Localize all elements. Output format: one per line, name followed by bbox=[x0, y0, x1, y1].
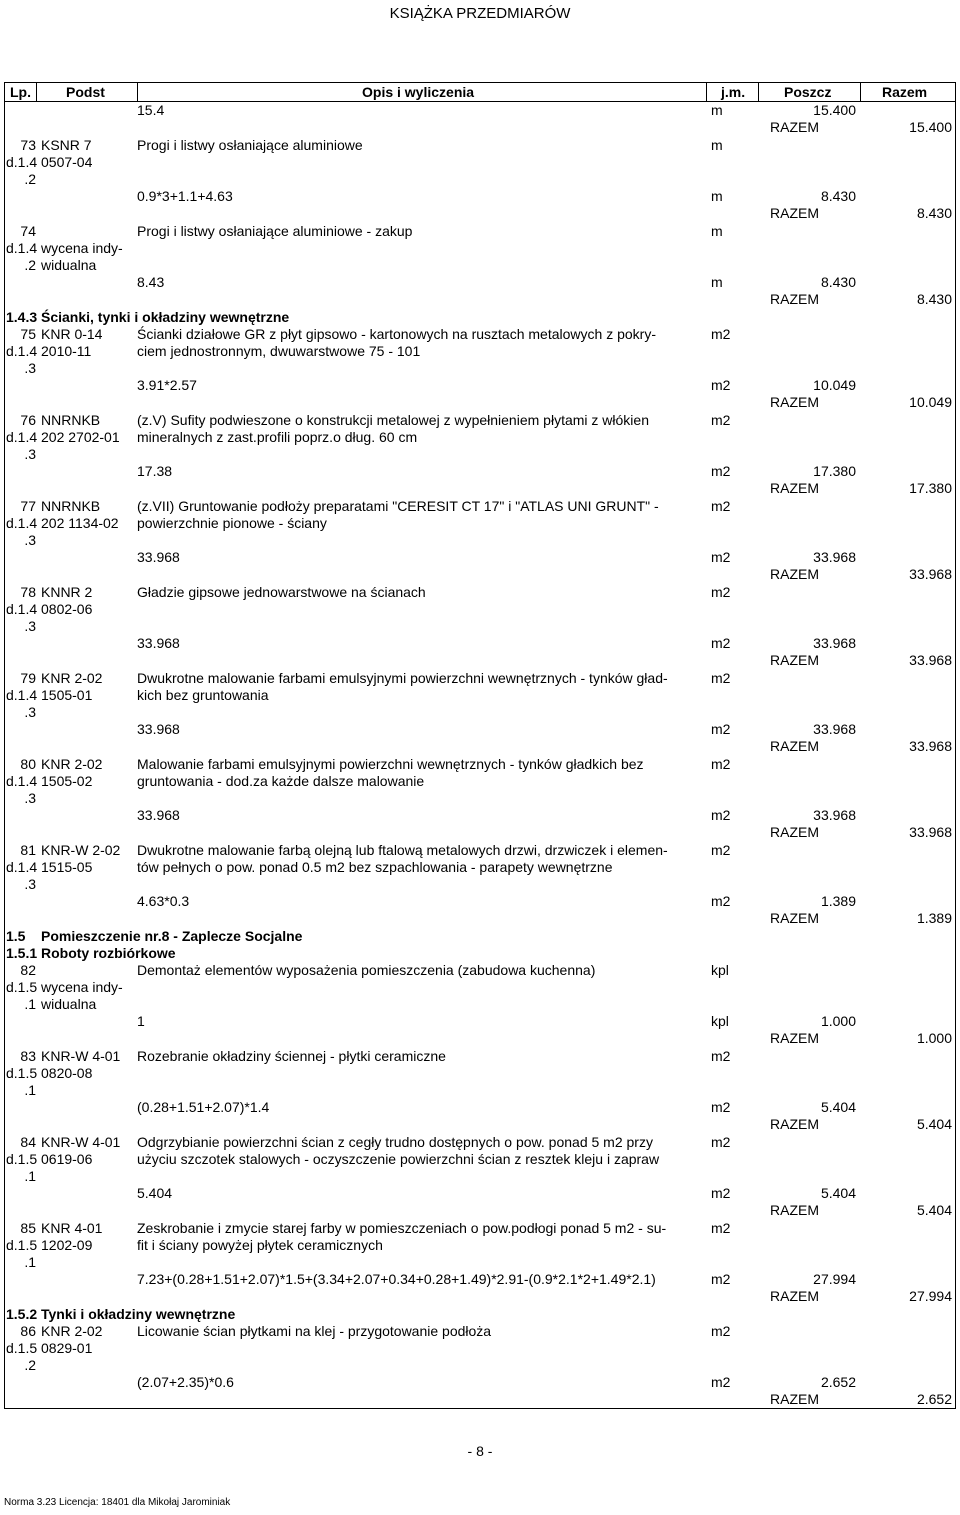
item-lp: 86 bbox=[20, 1323, 36, 1339]
item-lp-sub: .1 bbox=[24, 996, 36, 1012]
razem-value: 33.968 bbox=[909, 566, 952, 582]
calc-expression: 7.23+(0.28+1.51+2.07)*1.5+(3.34+2.07+0.34+0.28+1.49)*2.91-(0.9*2.1*2+1.49*2.1) bbox=[137, 1271, 656, 1287]
item-description: (z.V) Sufity podwieszone o konstrukcji metalowej z wypełnieniem płytami z włókien bbox=[137, 412, 649, 428]
unit-cell: m2 bbox=[711, 721, 731, 737]
item-description: powierzchnie pionowe - ściany bbox=[137, 515, 327, 531]
unit-cell: m2 bbox=[711, 1134, 731, 1150]
razem-label: RAZEM bbox=[770, 738, 819, 754]
unit-cell: m2 bbox=[711, 893, 731, 909]
unit-cell: m bbox=[711, 223, 723, 239]
razem-value: 1.000 bbox=[916, 1030, 952, 1046]
section-title: Roboty rozbiórkowe bbox=[41, 945, 176, 961]
calc-expression: 4.63*0.3 bbox=[137, 893, 190, 909]
calc-expression: 33.968 bbox=[137, 635, 180, 651]
item-lp: 76 bbox=[20, 412, 36, 428]
razem-value: 33.968 bbox=[909, 738, 952, 754]
page-number: - 8 - bbox=[467, 1443, 493, 1459]
item-lp-sub: .1 bbox=[24, 1254, 36, 1270]
razem-label: RAZEM bbox=[770, 205, 819, 221]
unit-cell: m2 bbox=[711, 1271, 731, 1287]
item-podst: wycena indy- bbox=[41, 979, 123, 995]
unit-cell: m2 bbox=[711, 326, 731, 342]
item-podst: KNR-W 4-01 bbox=[41, 1048, 121, 1064]
poszcz-value: 33.968 bbox=[813, 549, 856, 565]
calc-expression: (2.07+2.35)*0.6 bbox=[137, 1374, 234, 1390]
poszcz-value: 1.000 bbox=[820, 1013, 856, 1029]
item-podst: 1202-09 bbox=[41, 1237, 93, 1253]
item-description: gruntowania - dod.za każde dalsze malowanie bbox=[137, 773, 425, 789]
item-lp-sub: .2 bbox=[24, 257, 36, 273]
unit-cell: m2 bbox=[711, 377, 731, 393]
item-lp-ref: d.1.4 bbox=[6, 601, 38, 617]
item-podst: widualna bbox=[41, 257, 97, 273]
razem-label: RAZEM bbox=[770, 652, 819, 668]
item-lp-ref: d.1.4 bbox=[6, 687, 38, 703]
header-opis: Opis i wyliczenia bbox=[362, 84, 475, 100]
item-podst: widualna bbox=[41, 996, 97, 1012]
poszcz-value: 8.430 bbox=[820, 274, 856, 290]
item-lp-sub: .3 bbox=[24, 704, 36, 720]
calc-expression: 15.4 bbox=[137, 102, 165, 118]
item-lp-ref: d.1.5 bbox=[6, 1151, 38, 1167]
unit-cell: m2 bbox=[711, 1099, 731, 1115]
poszcz-value: 17.380 bbox=[813, 463, 856, 479]
item-lp: 74 bbox=[20, 223, 36, 239]
item-lp: 78 bbox=[20, 584, 36, 600]
column-divider bbox=[860, 82, 861, 102]
item-podst: 1505-02 bbox=[41, 773, 93, 789]
poszcz-value: 1.389 bbox=[820, 893, 856, 909]
unit-cell: kpl bbox=[711, 962, 729, 978]
item-podst: 0820-08 bbox=[41, 1065, 93, 1081]
item-description: Progi i listwy osłaniające aluminiowe - zakup bbox=[137, 223, 413, 239]
section-number: 1.4.3 bbox=[6, 309, 38, 325]
calc-expression: 33.968 bbox=[137, 549, 180, 565]
item-lp-sub: .3 bbox=[24, 618, 36, 634]
poszcz-value: 8.430 bbox=[820, 188, 856, 204]
item-lp-ref: d.1.5 bbox=[6, 979, 38, 995]
item-description: tów pełnych o pow. ponad 0.5 m2 bez szpachlowania - parapety wewnętrzne bbox=[137, 859, 613, 875]
section-number: 1.5 bbox=[6, 928, 26, 944]
item-lp-ref: d.1.4 bbox=[6, 154, 38, 170]
unit-cell: m2 bbox=[711, 549, 731, 565]
item-lp: 85 bbox=[20, 1220, 36, 1236]
item-lp: 79 bbox=[20, 670, 36, 686]
item-lp-sub: .3 bbox=[24, 790, 36, 806]
item-podst: 0507-04 bbox=[41, 154, 93, 170]
item-lp-ref: d.1.5 bbox=[6, 1065, 38, 1081]
item-podst: KNR 2-02 bbox=[41, 670, 103, 686]
item-lp-ref: d.1.4 bbox=[6, 859, 38, 875]
item-description: Progi i listwy osłaniające aluminiowe bbox=[137, 137, 363, 153]
unit-cell: m2 bbox=[711, 1048, 731, 1064]
razem-value: 8.430 bbox=[916, 291, 952, 307]
razem-value: 5.404 bbox=[916, 1202, 952, 1218]
item-podst: NNRNKB bbox=[41, 412, 101, 428]
poszcz-value: 33.968 bbox=[813, 807, 856, 823]
item-description: fit i ściany powyżej płytek ceramicznych bbox=[137, 1237, 383, 1253]
header-poszcz: Poszcz bbox=[784, 84, 832, 100]
unit-cell: m2 bbox=[711, 1374, 731, 1390]
calc-expression: 0.9*3+1.1+4.63 bbox=[137, 188, 233, 204]
unit-cell: m2 bbox=[711, 807, 731, 823]
calc-expression: 33.968 bbox=[137, 721, 180, 737]
unit-cell: m2 bbox=[711, 1323, 731, 1339]
item-lp-sub: .3 bbox=[24, 446, 36, 462]
razem-value: 33.968 bbox=[909, 652, 952, 668]
item-lp-ref: d.1.4 bbox=[6, 343, 38, 359]
item-lp-ref: d.1.4 bbox=[6, 240, 38, 256]
item-podst: KNR 2-02 bbox=[41, 1323, 103, 1339]
section-title: Pomieszczenie nr.8 - Zaplecze Socjalne bbox=[41, 928, 303, 944]
column-divider bbox=[137, 82, 138, 102]
item-description: Odgrzybianie powierzchni ścian z cegły trudno dostępnych o pow. ponad 5 m2 przy bbox=[137, 1134, 653, 1150]
poszcz-value: 10.049 bbox=[813, 377, 856, 393]
item-podst: KNR 2-02 bbox=[41, 756, 103, 772]
item-podst: 1505-01 bbox=[41, 687, 93, 703]
calc-expression: (0.28+1.51+2.07)*1.4 bbox=[137, 1099, 270, 1115]
unit-cell: m2 bbox=[711, 412, 731, 428]
item-podst: NNRNKB bbox=[41, 498, 101, 514]
poszcz-value: 33.968 bbox=[813, 635, 856, 651]
item-lp: 75 bbox=[20, 326, 36, 342]
section-number: 1.5.2 bbox=[6, 1306, 38, 1322]
unit-cell: m2 bbox=[711, 635, 731, 651]
calc-expression: 5.404 bbox=[137, 1185, 173, 1201]
razem-label: RAZEM bbox=[770, 291, 819, 307]
unit-cell: m2 bbox=[711, 1220, 731, 1236]
item-lp-sub: .3 bbox=[24, 876, 36, 892]
item-lp: 73 bbox=[20, 137, 36, 153]
razem-label: RAZEM bbox=[770, 824, 819, 840]
item-podst: wycena indy- bbox=[41, 240, 123, 256]
razem-value: 33.968 bbox=[909, 824, 952, 840]
razem-value: 17.380 bbox=[909, 480, 952, 496]
calc-expression: 3.91*2.57 bbox=[137, 377, 197, 393]
poszcz-value: 2.652 bbox=[820, 1374, 856, 1390]
item-lp: 82 bbox=[20, 962, 36, 978]
razem-label: RAZEM bbox=[770, 480, 819, 496]
item-description: kich bez gruntowania bbox=[137, 687, 269, 703]
unit-cell: m bbox=[711, 188, 723, 204]
item-lp-sub: .1 bbox=[24, 1082, 36, 1098]
unit-cell: m2 bbox=[711, 670, 731, 686]
razem-label: RAZEM bbox=[770, 1030, 819, 1046]
unit-cell: m bbox=[711, 274, 723, 290]
header-razem: Razem bbox=[882, 84, 928, 100]
poszcz-value: 27.994 bbox=[813, 1271, 856, 1287]
poszcz-value: 5.404 bbox=[820, 1185, 856, 1201]
item-description: Demontaż elementów wyposażenia pomieszczenia (zabudowa kuchenna) bbox=[137, 962, 596, 978]
item-description: (z.VII) Gruntowanie podłoży preparatami "CERESIT CT 17" i "ATLAS UNI GRUNT" - bbox=[137, 498, 659, 514]
header-jm: j.m. bbox=[721, 84, 746, 100]
item-description: Ścianki działowe GR z płyt gipsowo - kartonowych na rusztach metalowych z pokry- bbox=[137, 326, 656, 342]
item-lp-ref: d.1.5 bbox=[6, 1237, 38, 1253]
item-description: ciem jednostronnym, dwuwarstwowe 75 - 101 bbox=[137, 343, 421, 359]
unit-cell: m2 bbox=[711, 584, 731, 600]
item-podst: 0829-01 bbox=[41, 1340, 93, 1356]
item-description: Dwukrotne malowanie farbami emulsyjnymi powierzchni wewnętrznych - tynków gład- bbox=[137, 670, 668, 686]
item-lp: 83 bbox=[20, 1048, 36, 1064]
section-title: Ścianki, tynki i okładziny wewnętrzne bbox=[41, 309, 290, 325]
poszcz-value: 5.404 bbox=[820, 1099, 856, 1115]
unit-cell: kpl bbox=[711, 1013, 729, 1029]
calc-expression: 17.38 bbox=[137, 463, 173, 479]
item-lp-sub: .3 bbox=[24, 360, 36, 376]
section-title: Tynki i okładziny wewnętrzne bbox=[41, 1306, 236, 1322]
header-lp: Lp. bbox=[10, 84, 31, 100]
item-podst: KSNR 7 bbox=[41, 137, 92, 153]
license-footer: Norma 3.23 Licencja: 18401 dla Mikołaj Jarominiak bbox=[4, 1497, 231, 1508]
item-description: Rozebranie okładziny ściennej - płytki ceramiczne bbox=[137, 1048, 446, 1064]
item-lp-sub: .3 bbox=[24, 532, 36, 548]
razem-label: RAZEM bbox=[770, 566, 819, 582]
item-lp-ref: d.1.5 bbox=[6, 1340, 38, 1356]
column-divider bbox=[758, 82, 759, 102]
razem-label: RAZEM bbox=[770, 394, 819, 410]
item-podst: KNR-W 2-02 bbox=[41, 842, 121, 858]
unit-cell: m2 bbox=[711, 463, 731, 479]
razem-value: 10.049 bbox=[909, 394, 952, 410]
item-podst: KNR 0-14 bbox=[41, 326, 103, 342]
unit-cell: m2 bbox=[711, 842, 731, 858]
item-description: Gładzie gipsowe jednowarstwowe na ścianach bbox=[137, 584, 426, 600]
razem-label: RAZEM bbox=[770, 1116, 819, 1132]
razem-label: RAZEM bbox=[770, 119, 819, 135]
item-description: użyciu szczotek stalowych - oczyszczenie powierzchni ścian z resztek kleju i zapraw bbox=[137, 1151, 660, 1167]
header-podst: Podst bbox=[66, 84, 105, 100]
razem-label: RAZEM bbox=[770, 1202, 819, 1218]
item-lp-ref: d.1.4 bbox=[6, 773, 38, 789]
item-lp-sub: .2 bbox=[24, 171, 36, 187]
item-description: Licowanie ścian płytkami na klej - przygotowanie podłoża bbox=[137, 1323, 492, 1339]
unit-cell: m2 bbox=[711, 1185, 731, 1201]
item-podst: 202 2702-01 bbox=[41, 429, 120, 445]
unit-cell: m bbox=[711, 102, 723, 118]
razem-label: RAZEM bbox=[770, 1391, 819, 1407]
page-title: KSIĄŻKA PRZEDMIARÓW bbox=[389, 5, 571, 22]
item-lp-sub: .2 bbox=[24, 1357, 36, 1373]
item-lp: 80 bbox=[20, 756, 36, 772]
item-lp-sub: .1 bbox=[24, 1168, 36, 1184]
section-number: 1.5.1 bbox=[6, 945, 38, 961]
column-divider bbox=[36, 82, 37, 102]
unit-cell: m2 bbox=[711, 498, 731, 514]
razem-value: 15.400 bbox=[909, 119, 952, 135]
item-podst: 1515-05 bbox=[41, 859, 93, 875]
item-lp: 81 bbox=[20, 842, 36, 858]
razem-value: 1.389 bbox=[916, 910, 952, 926]
unit-cell: m2 bbox=[711, 756, 731, 772]
poszcz-value: 33.968 bbox=[813, 721, 856, 737]
item-podst: 0802-06 bbox=[41, 601, 93, 617]
poszcz-value: 15.400 bbox=[813, 102, 856, 118]
item-podst: KNNR 2 bbox=[41, 584, 93, 600]
item-podst: 0619-06 bbox=[41, 1151, 93, 1167]
razem-value: 8.430 bbox=[916, 205, 952, 221]
razem-label: RAZEM bbox=[770, 910, 819, 926]
item-description: Malowanie farbami emulsyjnymi powierzchni wewnętrznych - tynków gładkich bez bbox=[137, 756, 644, 772]
unit-cell: m bbox=[711, 137, 723, 153]
calc-expression: 1 bbox=[137, 1013, 145, 1029]
razem-value: 27.994 bbox=[909, 1288, 952, 1304]
calc-expression: 8.43 bbox=[137, 274, 165, 290]
item-lp-ref: d.1.4 bbox=[6, 429, 38, 445]
item-description: mineralnych z zast.profili poprz.o dług. 60 cm bbox=[137, 429, 418, 445]
item-podst: 2010-11 bbox=[41, 343, 92, 359]
item-lp-ref: d.1.4 bbox=[6, 515, 38, 531]
razem-value: 2.652 bbox=[916, 1391, 952, 1407]
item-podst: 202 1134-02 bbox=[41, 515, 119, 531]
column-divider bbox=[706, 82, 707, 102]
item-podst: KNR-W 4-01 bbox=[41, 1134, 121, 1150]
calc-expression: 33.968 bbox=[137, 807, 180, 823]
razem-value: 5.404 bbox=[916, 1116, 952, 1132]
item-description: Zeskrobanie i zmycie starej farby w pomieszczeniach o pow.podłogi ponad 5 m2 - su- bbox=[137, 1220, 667, 1236]
item-description: Dwukrotne malowanie farbą olejną lub ftalową metalowych drzwi, drzwiczek i elemen- bbox=[137, 842, 668, 858]
item-lp: 77 bbox=[20, 498, 36, 514]
item-podst: KNR 4-01 bbox=[41, 1220, 103, 1236]
item-lp: 84 bbox=[20, 1134, 36, 1150]
razem-label: RAZEM bbox=[770, 1288, 819, 1304]
